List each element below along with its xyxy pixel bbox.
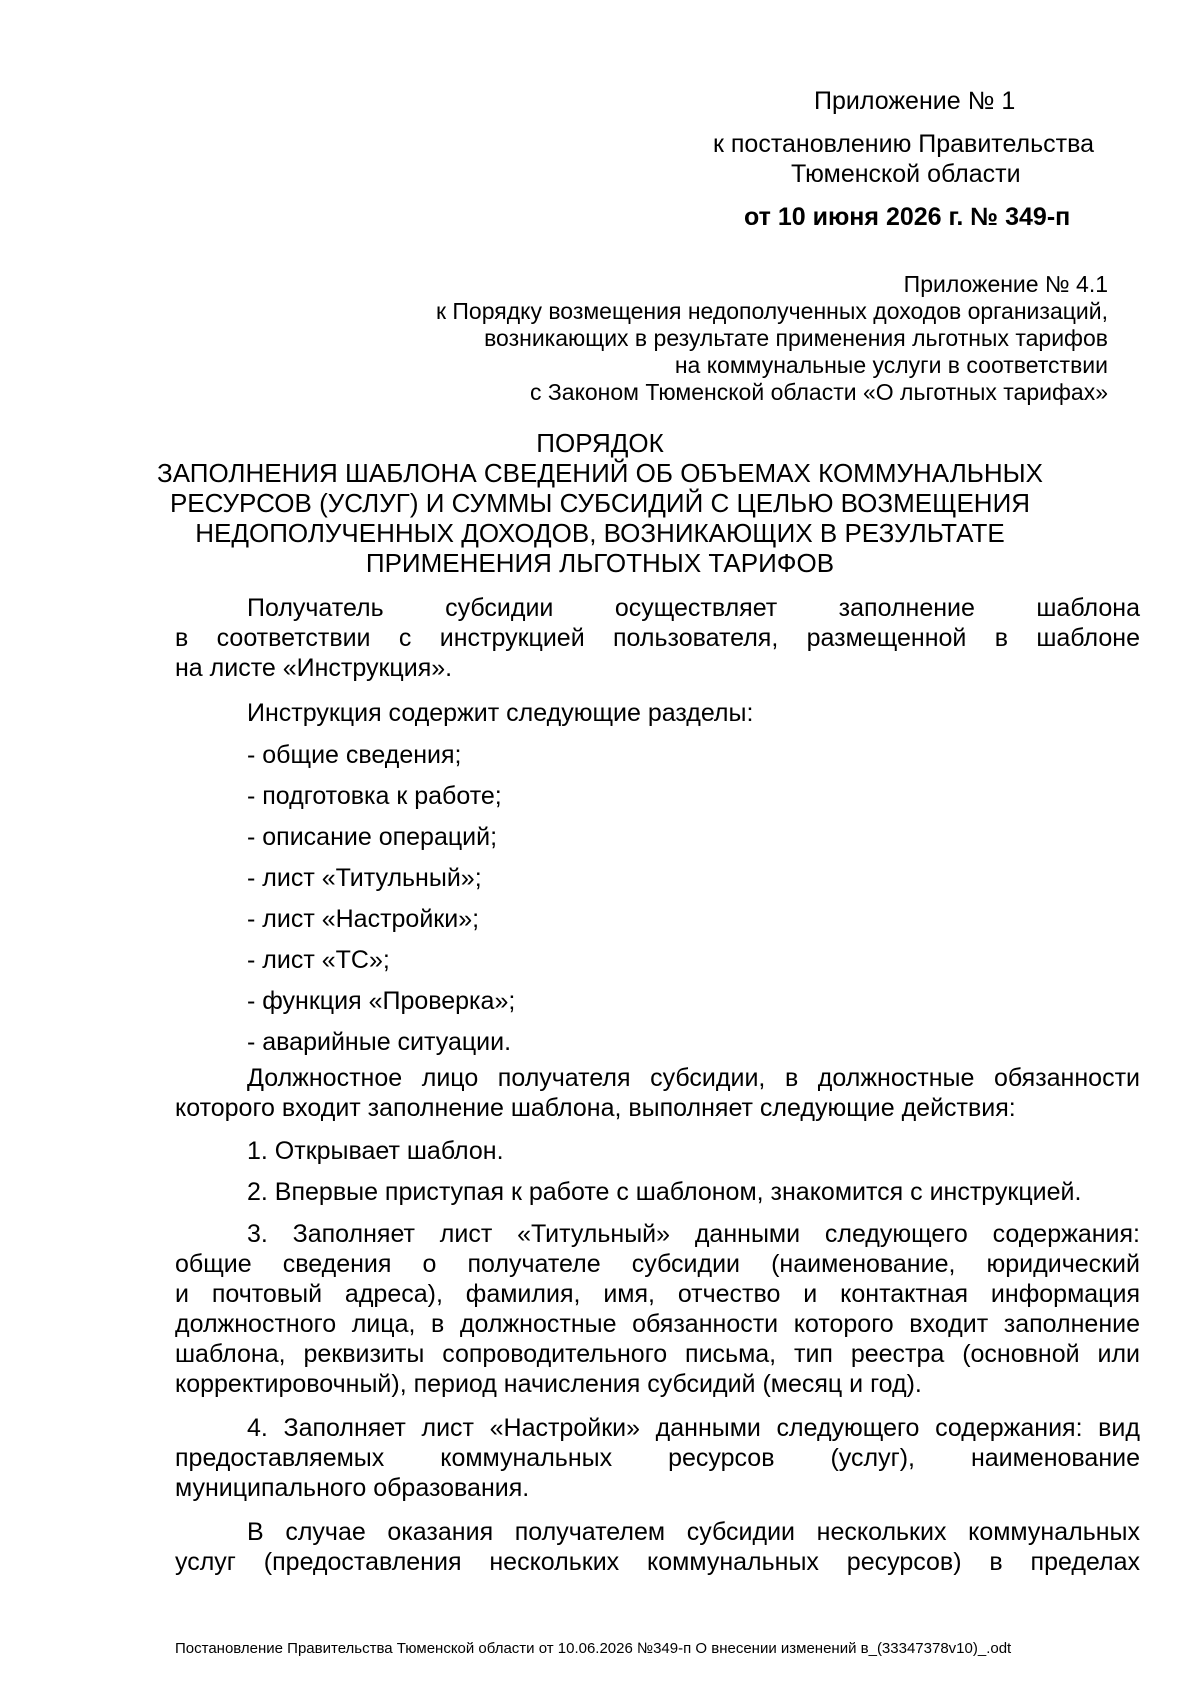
sub-appendix-line1: Приложение № 4.1 <box>903 271 1108 297</box>
decree-date: от 10 июня 2026 г. № 349-п <box>744 203 1071 231</box>
sub-appendix-line5: с Законом Тюменской области «О льготных тарифах» <box>530 379 1108 405</box>
text-line: в соответствии с инструкцией пользователя, размещенной в шаблоне <box>175 624 1140 652</box>
decree-reference-line1: к постановлению Правительства <box>713 130 1095 158</box>
text-line: 2. Впервые приступая к работе с шаблоном, знакомится с инструкцией. <box>247 1178 1082 1206</box>
title-line3: РЕСУРСОВ (УСЛУГ) И СУММЫ СУБСИДИЙ С ЦЕЛЬЮ ВОЗМЕЩЕНИЯ <box>169 488 1031 518</box>
text-line: Получатель субсидии осуществляет заполнение шаблона <box>247 594 1140 622</box>
text-line: муниципального образования. <box>175 1474 530 1502</box>
sub-appendix-line3: возникающих в результате применения льготных тарифов <box>484 325 1108 351</box>
text-line: шаблона, реквизиты сопроводительного письма, тип реестра (основной или <box>175 1340 1140 1368</box>
title-line5: ПРИМЕНЕНИЯ ЛЬГОТНЫХ ТАРИФОВ <box>365 548 835 578</box>
list-item: - лист «Настройки»; <box>247 905 480 933</box>
text-line: корректировочный), период начисления субсидий (месяц и год). <box>175 1370 922 1398</box>
paragraph-intro <box>175 593 1140 683</box>
text-line: должностного лица, в должностные обязанности которого входит заполнение <box>175 1310 1140 1338</box>
text-line: 4. Заполняет лист «Настройки» данными следующего содержания: вид <box>247 1414 1140 1442</box>
text-line: Инструкция содержит следующие разделы: <box>247 699 754 727</box>
title-line2: ЗАПОЛНЕНИЯ ШАБЛОНА СВЕДЕНИЙ ОБ ОБЪЕМАХ КОММУНАЛЬНЫХ <box>157 458 1043 488</box>
document-footer: Постановление Правительства Тюменской области от 10.06.2026 №349-п О внесении изменений в_(33347378v10)_.odt <box>175 1640 1012 1657</box>
document-title <box>150 428 1050 578</box>
paragraph-multiple-services <box>175 1517 1140 1577</box>
list-item: - аварийные ситуации. <box>247 1028 512 1056</box>
step-1 <box>175 1136 1140 1166</box>
step-4 <box>175 1413 1140 1503</box>
paragraph-sections-intro <box>175 698 1140 728</box>
sub-appendix-line4: на коммунальные услуги в соответствии <box>674 352 1108 378</box>
text-line: услуг (предоставления нескольких коммунальных ресурсов) в пределах <box>175 1548 1140 1576</box>
list-item: - функция «Проверка»; <box>247 987 516 1015</box>
list-item: - подготовка к работе; <box>247 782 502 810</box>
sub-appendix-line2: к Порядку возмещения недополученных доходов организаций, <box>435 298 1108 324</box>
text-line: 1. Открывает шаблон. <box>247 1137 504 1165</box>
list-item: - общие сведения; <box>247 741 462 769</box>
step-3 <box>175 1219 1140 1399</box>
appendix-number: Приложение № 1 <box>814 87 1016 115</box>
text-line: 3. Заполняет лист «Титульный» данными следующего содержания: <box>247 1220 1140 1248</box>
paragraph-official-actions <box>175 1063 1140 1123</box>
sections-list <box>175 740 1140 1057</box>
text-line: на листе «Инструкция». <box>175 654 453 682</box>
text-line: общие сведения о получателе субсидии (наименование, юридический <box>175 1250 1140 1278</box>
title-line1: ПОРЯДОК <box>536 428 664 458</box>
list-item: - лист «Титульный»; <box>247 864 482 892</box>
text-line: предоставляемых коммунальных ресурсов (услуг), наименование <box>175 1444 1140 1472</box>
text-line: В случае оказания получателем субсидии нескольких коммунальных <box>247 1518 1140 1546</box>
step-2 <box>175 1177 1140 1207</box>
title-line4: НЕДОПОЛУЧЕННЫХ ДОХОДОВ, ВОЗНИКАЮЩИХ В РЕЗУЛЬТАТЕ <box>195 518 1005 548</box>
text-line: Должностное лицо получателя субсидии, в должностные обязанности <box>247 1064 1140 1092</box>
text-line: и почтовый адреса), фамилия, имя, отчество и контактная информация <box>175 1280 1140 1308</box>
text-line: которого входит заполнение шаблона, выполняет следующие действия: <box>175 1094 1016 1122</box>
decree-reference-line2: Тюменской области <box>791 160 1021 188</box>
list-item: - лист «ТС»; <box>247 946 390 974</box>
list-item: - описание операций; <box>247 823 498 851</box>
